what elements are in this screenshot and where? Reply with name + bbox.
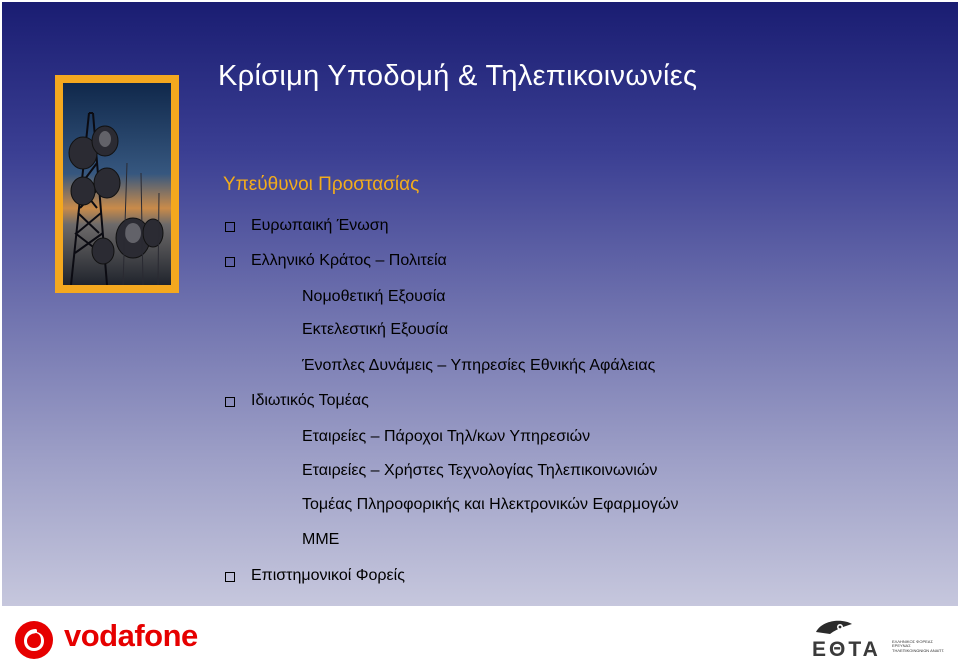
list-subitem: Ένοπλες Δυνάμεις – Υπηρεσίες Εθνικής Αφάλειας	[302, 357, 656, 374]
list-item: Επιστημονικοί Φορείς	[251, 567, 405, 584]
list-item: Ευρωπαική Ένωση	[251, 217, 389, 234]
list-subitem: Τομέας Πληροφορικής και Ηλεκτρονικών Εφαρμογών	[302, 496, 679, 513]
list-subitem: Νομοθετική Εξουσία	[302, 288, 446, 305]
eeta-wordmark: ΕΘΤΑ	[812, 638, 881, 661]
bullet-square-icon	[225, 222, 235, 232]
section-heading: Υπεύθυνοι Προστασίας	[223, 174, 420, 195]
vodafone-wordmark: vodafone	[64, 618, 198, 653]
list-subitem: Εταιρείες – Πάροχοι Τηλ/κων Υπηρεσιών	[302, 428, 591, 445]
bullet-square-icon	[225, 257, 235, 267]
eeta-subtext: ΕΛΛΗΝΙΚΟΣ ΦΟΡΕΑΣ ΕΡΕΥΝΑΣ ΤΗΛΕΠΙΚΟΙΝΩΝΙΩΝ ΑΝΑΠΤ.	[892, 639, 945, 653]
eeta-logo-icon	[808, 618, 868, 638]
list-subitem: Εκτελεστική Εξουσία	[302, 321, 449, 338]
list-subitem: ΜΜΕ	[302, 531, 340, 548]
bullet-square-icon	[225, 572, 235, 582]
vodafone-logo-icon	[14, 620, 54, 660]
antenna-tower-photo	[55, 75, 179, 293]
slide-title: Κρίσιμη Υποδομή & Τηλεπικοινωνίες	[218, 60, 698, 92]
bullet-square-icon	[225, 397, 235, 407]
list-item: Ελληνικό Κράτος – Πολιτεία	[251, 252, 447, 269]
list-subitem: Εταιρείες – Χρήστες Τεχνολογίας Τηλεπικοινωνιών	[302, 462, 658, 479]
list-item: Ιδιωτικός Τομέας	[251, 392, 369, 409]
